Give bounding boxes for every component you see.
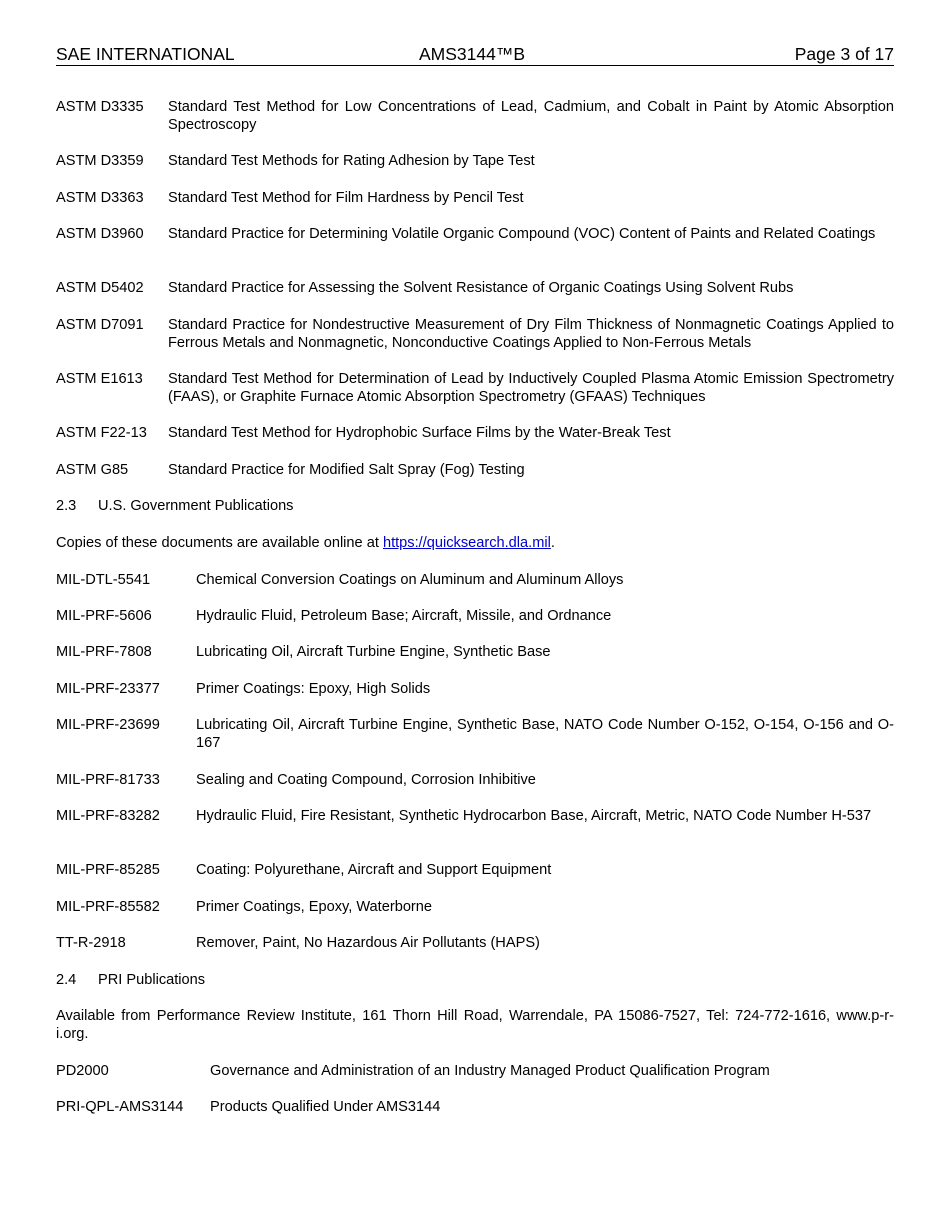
reference-code: ASTM F22-13 bbox=[56, 425, 147, 441]
reference-title: Sealing and Coating Compound, Corrosion Inhibitive bbox=[196, 772, 536, 788]
section-title: PRI Publications bbox=[98, 972, 206, 988]
section-heading bbox=[56, 971, 894, 989]
reference-entry bbox=[56, 643, 894, 661]
reference-title: Standard Test Method for Low Concentrations of Lead, Cadmium, and Cobalt in Paint by Atomic Absorption Spectroscopy bbox=[168, 99, 894, 133]
reference-title: Standard Test Method for Hydrophobic Surface Films by the Water-Break Test bbox=[168, 425, 671, 441]
reference-entry bbox=[56, 771, 894, 789]
reference-code: MIL-PRF-23699 bbox=[56, 717, 160, 733]
reference-code: MIL-PRF-83282 bbox=[56, 808, 160, 824]
reference-code: TT-R-2918 bbox=[56, 935, 126, 951]
section-number: 2.4 bbox=[56, 972, 77, 988]
reference-code: PRI-QPL-AMS3144 bbox=[56, 1099, 184, 1115]
reference-code: MIL-PRF-23377 bbox=[56, 681, 160, 697]
reference-entry bbox=[56, 225, 894, 243]
reference-entry bbox=[56, 279, 894, 297]
reference-title: Standard Test Method for Determination of Lead by Inductively Coupled Plasma Atomic Emission Spectrometry (FAAS), or Graphite Furnace Atomic Absorption Spectrometry (GFAAS) Techniques bbox=[168, 371, 894, 405]
reference-title: Hydraulic Fluid, Fire Resistant, Synthetic Hydrocarbon Base, Aircraft, Metric, NATO Code Number H-537 bbox=[196, 808, 872, 824]
reference-entry bbox=[56, 370, 894, 406]
reference-entry bbox=[56, 716, 894, 752]
reference-entry bbox=[56, 807, 894, 825]
reference-code: ASTM D7091 bbox=[56, 317, 144, 333]
reference-entry bbox=[56, 861, 894, 879]
intro-period: . bbox=[550, 535, 555, 551]
reference-code: MIL-PRF-81733 bbox=[56, 772, 160, 788]
reference-code: MIL-PRF-5606 bbox=[56, 608, 152, 624]
section-intro bbox=[56, 534, 894, 552]
page-header bbox=[56, 44, 894, 66]
section-title: U.S. Government Publications bbox=[98, 498, 294, 514]
reference-title: Hydraulic Fluid, Petroleum Base; Aircraft, Missile, and Ordnance bbox=[196, 608, 612, 624]
reference-code: MIL-PRF-7808 bbox=[56, 644, 152, 660]
reference-title: Standard Practice for Determining Volatile Organic Compound (VOC) Content of Paints and Related Coatings bbox=[168, 226, 876, 242]
reference-entry bbox=[56, 934, 894, 952]
reference-title: Standard Test Method for Film Hardness by Pencil Test bbox=[168, 190, 524, 206]
reference-code: ASTM E1613 bbox=[56, 371, 143, 387]
reference-entry bbox=[56, 571, 894, 589]
reference-code: ASTM D3363 bbox=[56, 190, 144, 206]
intro-text: Copies of these documents are available online at bbox=[56, 535, 383, 551]
reference-code: ASTM D5402 bbox=[56, 280, 144, 296]
reference-code: MIL-PRF-85582 bbox=[56, 899, 160, 915]
reference-entry bbox=[56, 152, 894, 170]
reference-title: Products Qualified Under AMS3144 bbox=[210, 1099, 441, 1115]
reference-title: Lubricating Oil, Aircraft Turbine Engine, Synthetic Base bbox=[196, 644, 551, 660]
reference-title: Standard Practice for Assessing the Solvent Resistance of Organic Coatings Using Solvent Rubs bbox=[168, 280, 794, 296]
reference-entry bbox=[56, 316, 894, 352]
reference-entry bbox=[56, 461, 894, 479]
reference-code: ASTM D3359 bbox=[56, 153, 144, 169]
reference-title: Governance and Administration of an Industry Managed Product Qualification Program bbox=[210, 1063, 770, 1079]
reference-title: Standard Practice for Modified Salt Spray (Fog) Testing bbox=[168, 462, 525, 478]
reference-entry bbox=[56, 1062, 894, 1080]
reference-entry bbox=[56, 98, 894, 134]
reference-title: Primer Coatings: Epoxy, High Solids bbox=[196, 681, 431, 697]
reference-code: ASTM G85 bbox=[56, 462, 129, 478]
section-intro: Available from Performance Review Institute, 161 Thorn Hill Road, Warrendale, PA 15086-7527, Tel: 724-772-1616, www.p-r-i.org. bbox=[56, 1008, 894, 1042]
quicksearch-link[interactable]: https://quicksearch.dla.mil bbox=[382, 535, 551, 551]
header-org: SAE INTERNATIONAL bbox=[56, 44, 235, 64]
reference-code: ASTM D3335 bbox=[56, 99, 144, 115]
section-number: 2.3 bbox=[56, 498, 77, 514]
reference-title: Standard Practice for Nondestructive Measurement of Dry Film Thickness of Nonmagnetic Coatings Applied to Ferrous Metals and Nonmagnetic, Nonconductive Coatings Applied to Non-Ferrous Metals bbox=[168, 317, 894, 351]
reference-title: Lubricating Oil, Aircraft Turbine Engine, Synthetic Base, NATO Code Number O-152, O-154, O-156 and O-167 bbox=[196, 717, 894, 751]
reference-code: MIL-PRF-85285 bbox=[56, 862, 160, 878]
reference-entry bbox=[56, 607, 894, 625]
reference-title: Remover, Paint, No Hazardous Air Pollutants (HAPS) bbox=[196, 935, 540, 951]
reference-entry bbox=[56, 898, 894, 916]
reference-title: Standard Test Methods for Rating Adhesion by Tape Test bbox=[168, 153, 535, 169]
reference-title: Primer Coatings, Epoxy, Waterborne bbox=[196, 899, 433, 915]
reference-entry bbox=[56, 424, 894, 442]
section-heading bbox=[56, 497, 894, 515]
header-page-number: Page 3 of 17 bbox=[794, 44, 894, 64]
reference-entry bbox=[56, 680, 894, 698]
reference-title: Chemical Conversion Coatings on Aluminum and Aluminum Alloys bbox=[196, 572, 624, 588]
reference-title: Coating: Polyurethane, Aircraft and Support Equipment bbox=[196, 862, 552, 878]
reference-entry bbox=[56, 1098, 894, 1116]
reference-code: PD2000 bbox=[56, 1063, 109, 1079]
reference-code: MIL-DTL-5541 bbox=[56, 572, 151, 588]
header-doc-number: AMS3144™B bbox=[419, 44, 526, 64]
reference-code: ASTM D3960 bbox=[56, 226, 144, 242]
reference-entry bbox=[56, 189, 894, 207]
